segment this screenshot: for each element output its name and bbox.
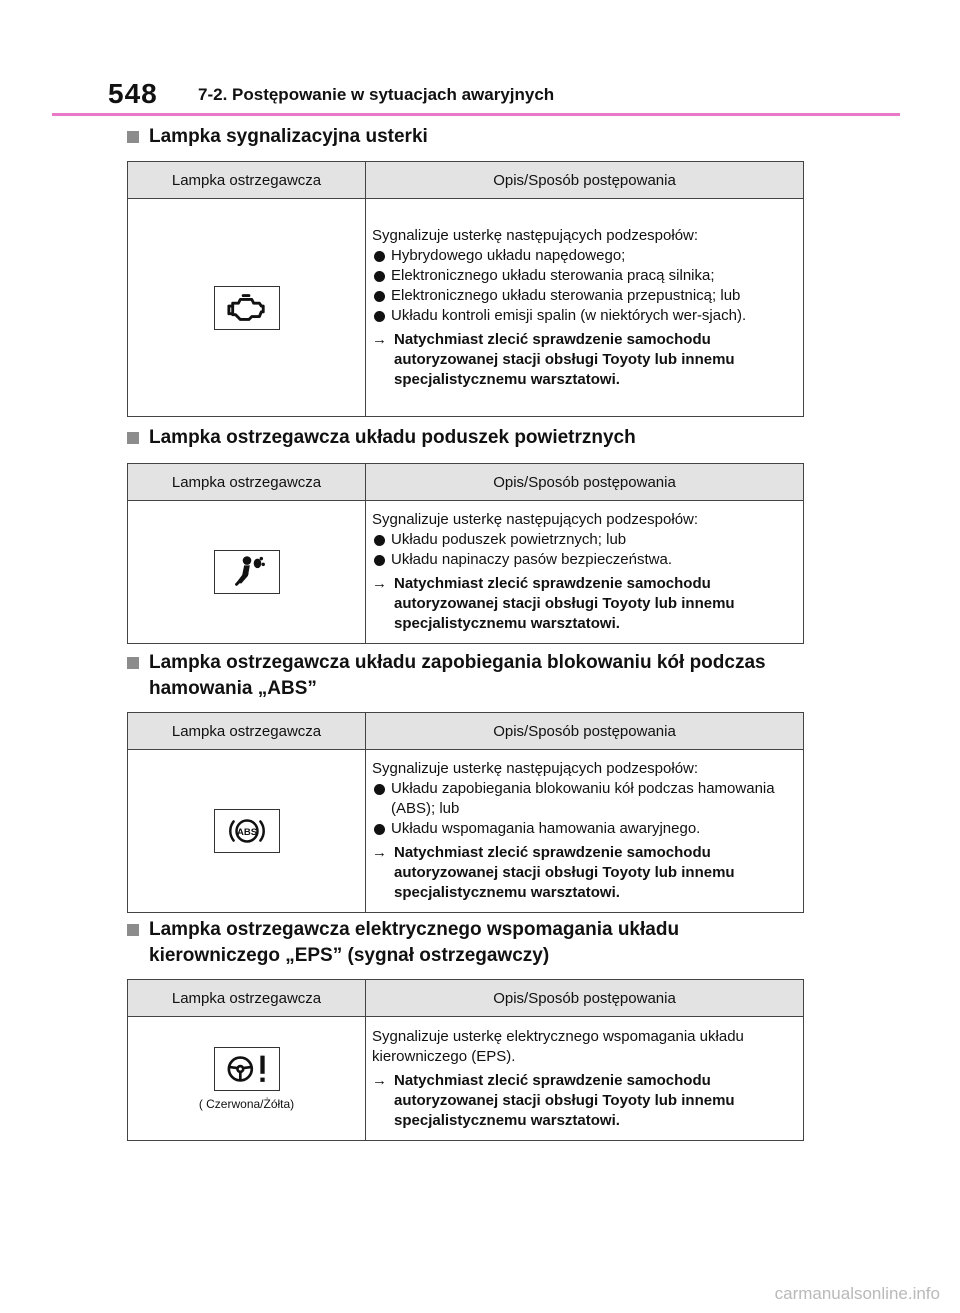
list-item: Elektronicznego układu sterowania przepustnicą; lub — [372, 286, 799, 306]
table-header-description: Opis/Sposób postępowania — [366, 464, 804, 501]
arrow-icon: → — [372, 844, 387, 861]
warning-table — [127, 161, 804, 417]
chapter-title: 7-2. Postępowanie w sytuacjach awaryjnych — [198, 85, 555, 104]
abs-icon — [214, 809, 280, 853]
airbag-icon — [214, 550, 280, 594]
action-instruction: → Natychmiast zlecić sprawdzenie samochodu autoryzowanej stacji obsługi Toyoty lub innemu specjalistycznemu warsztatowi. — [372, 1071, 735, 1129]
list-item: Hybrydowego układu napędowego; — [372, 246, 799, 266]
warning-table — [127, 712, 804, 913]
steering-warning-icon — [214, 1047, 280, 1091]
section-malfunction-indicator — [127, 124, 803, 417]
action-instruction: → Natychmiast zlecić sprawdzenie samochodu autoryzowanej stacji obsługi Toyoty lub innemu specjalistycznemu warsztatowi. — [372, 844, 735, 901]
section-abs-warning — [127, 650, 803, 913]
icon-caption: ( Czerwona/Żółta) — [198, 1096, 295, 1111]
svg-text:ABS: ABS — [236, 826, 257, 838]
arrow-icon: → — [372, 575, 387, 592]
page-header — [0, 0, 960, 118]
section-title: Lampka sygnalizacyjna usterki — [127, 124, 803, 150]
table-header-description: Opis/Sposób postępowania — [366, 162, 804, 199]
arrow-icon: → — [372, 330, 387, 348]
section-title: Lampka ostrzegawcza układu poduszek powietrznych — [127, 425, 803, 451]
list-item: Układu wspomagania hamowania awaryjnego. — [372, 819, 799, 839]
section-eps-warning — [127, 917, 803, 1141]
list-item: Układu poduszek powietrznych; lub — [372, 530, 799, 550]
table-header-warning-light: Lampka ostrzegawcza — [128, 980, 366, 1017]
section-square-icon — [127, 432, 139, 444]
description-cell: Sygnalizuje usterkę następujących podzespołów: Hybrydowego układu napędowego; Elektronicznego układu sterowania pracą silnika; Elektronicznego układu sterowania przepustnicą; lub Układu kontroli emisji spalin (w niektórych wer-sjach). → Natychmiast zlecić sprawdzenie samochodu autoryzowanej stacji obsługi Toyoty lub innemu specjalistycznemu warsztatowi. — [366, 199, 804, 417]
section-square-icon — [127, 924, 139, 936]
arrow-icon: → — [372, 1071, 387, 1089]
table-header-description: Opis/Sposób postępowania — [366, 980, 804, 1017]
description-cell: Sygnalizuje usterkę elektrycznego wspomagania układu kierowniczego (EPS). → Natychmiast zlecić sprawdzenie samochodu autoryzowanej stacji obsługi Toyoty lub innemu specjalistycznemu warsztatowi. — [366, 1017, 804, 1141]
section-title: Lampka ostrzegawcza układu zapobiegania blokowaniu kół podczas hamowania „ABS” — [127, 650, 803, 702]
section-airbag-warning — [127, 425, 803, 644]
list-item: Układu kontroli emisji spalin (w niektórych wer-sjach). — [372, 306, 799, 326]
table-header-warning-light: Lampka ostrzegawcza — [128, 162, 366, 199]
watermark: carmanualsonline.info — [774, 1284, 940, 1303]
description-cell: Sygnalizuje usterkę następujących podzespołów: Układu poduszek powietrznych; lub Układu napinaczy pasów bezpieczeństwa. → Natychmiast zlecić sprawdzenie samochodu autoryzowanej stacji obsługi Toyoty lub innemu specjalistycznemu warsztatowi. — [366, 501, 804, 644]
check-engine-icon — [214, 286, 280, 330]
list-item: Układu zapobiegania blokowaniu kół podczas hamowania (ABS); lub — [372, 779, 799, 819]
warning-table — [127, 979, 804, 1141]
list-item: Układu napinaczy pasów bezpieczeństwa. — [372, 550, 799, 570]
warning-table — [127, 463, 804, 644]
description-cell: Sygnalizuje usterkę następujących podzespołów: Układu zapobiegania blokowaniu kół podczas hamowania (ABS); lub Układu wspomagania hamowania awaryjnego. → Natychmiast zlecić sprawdzenie samochodu autoryzowanej stacji obsługi Toyoty lub innemu specjalistycznemu warsztatowi. — [366, 750, 804, 913]
page-number: 548 — [108, 78, 158, 109]
section-title: Lampka ostrzegawcza elektrycznego wspomagania układu kierowniczego „EPS” (sygnał ostrzegawczy) — [127, 917, 803, 969]
list-item: Elektronicznego układu sterowania pracą silnika; — [372, 266, 799, 286]
header-rule — [52, 113, 900, 116]
section-square-icon — [127, 657, 139, 669]
table-header-warning-light: Lampka ostrzegawcza — [128, 713, 366, 750]
action-instruction: → Natychmiast zlecić sprawdzenie samochodu autoryzowanej stacji obsługi Toyoty lub innemu specjalistycznemu warsztatowi. — [372, 575, 735, 632]
action-instruction: → Natychmiast zlecić sprawdzenie samochodu autoryzowanej stacji obsługi Toyoty lub innemu specjalistycznemu warsztatowi. — [372, 330, 735, 388]
section-square-icon — [127, 131, 139, 143]
table-header-warning-light: Lampka ostrzegawcza — [128, 464, 366, 501]
table-header-description: Opis/Sposób postępowania — [366, 713, 804, 750]
